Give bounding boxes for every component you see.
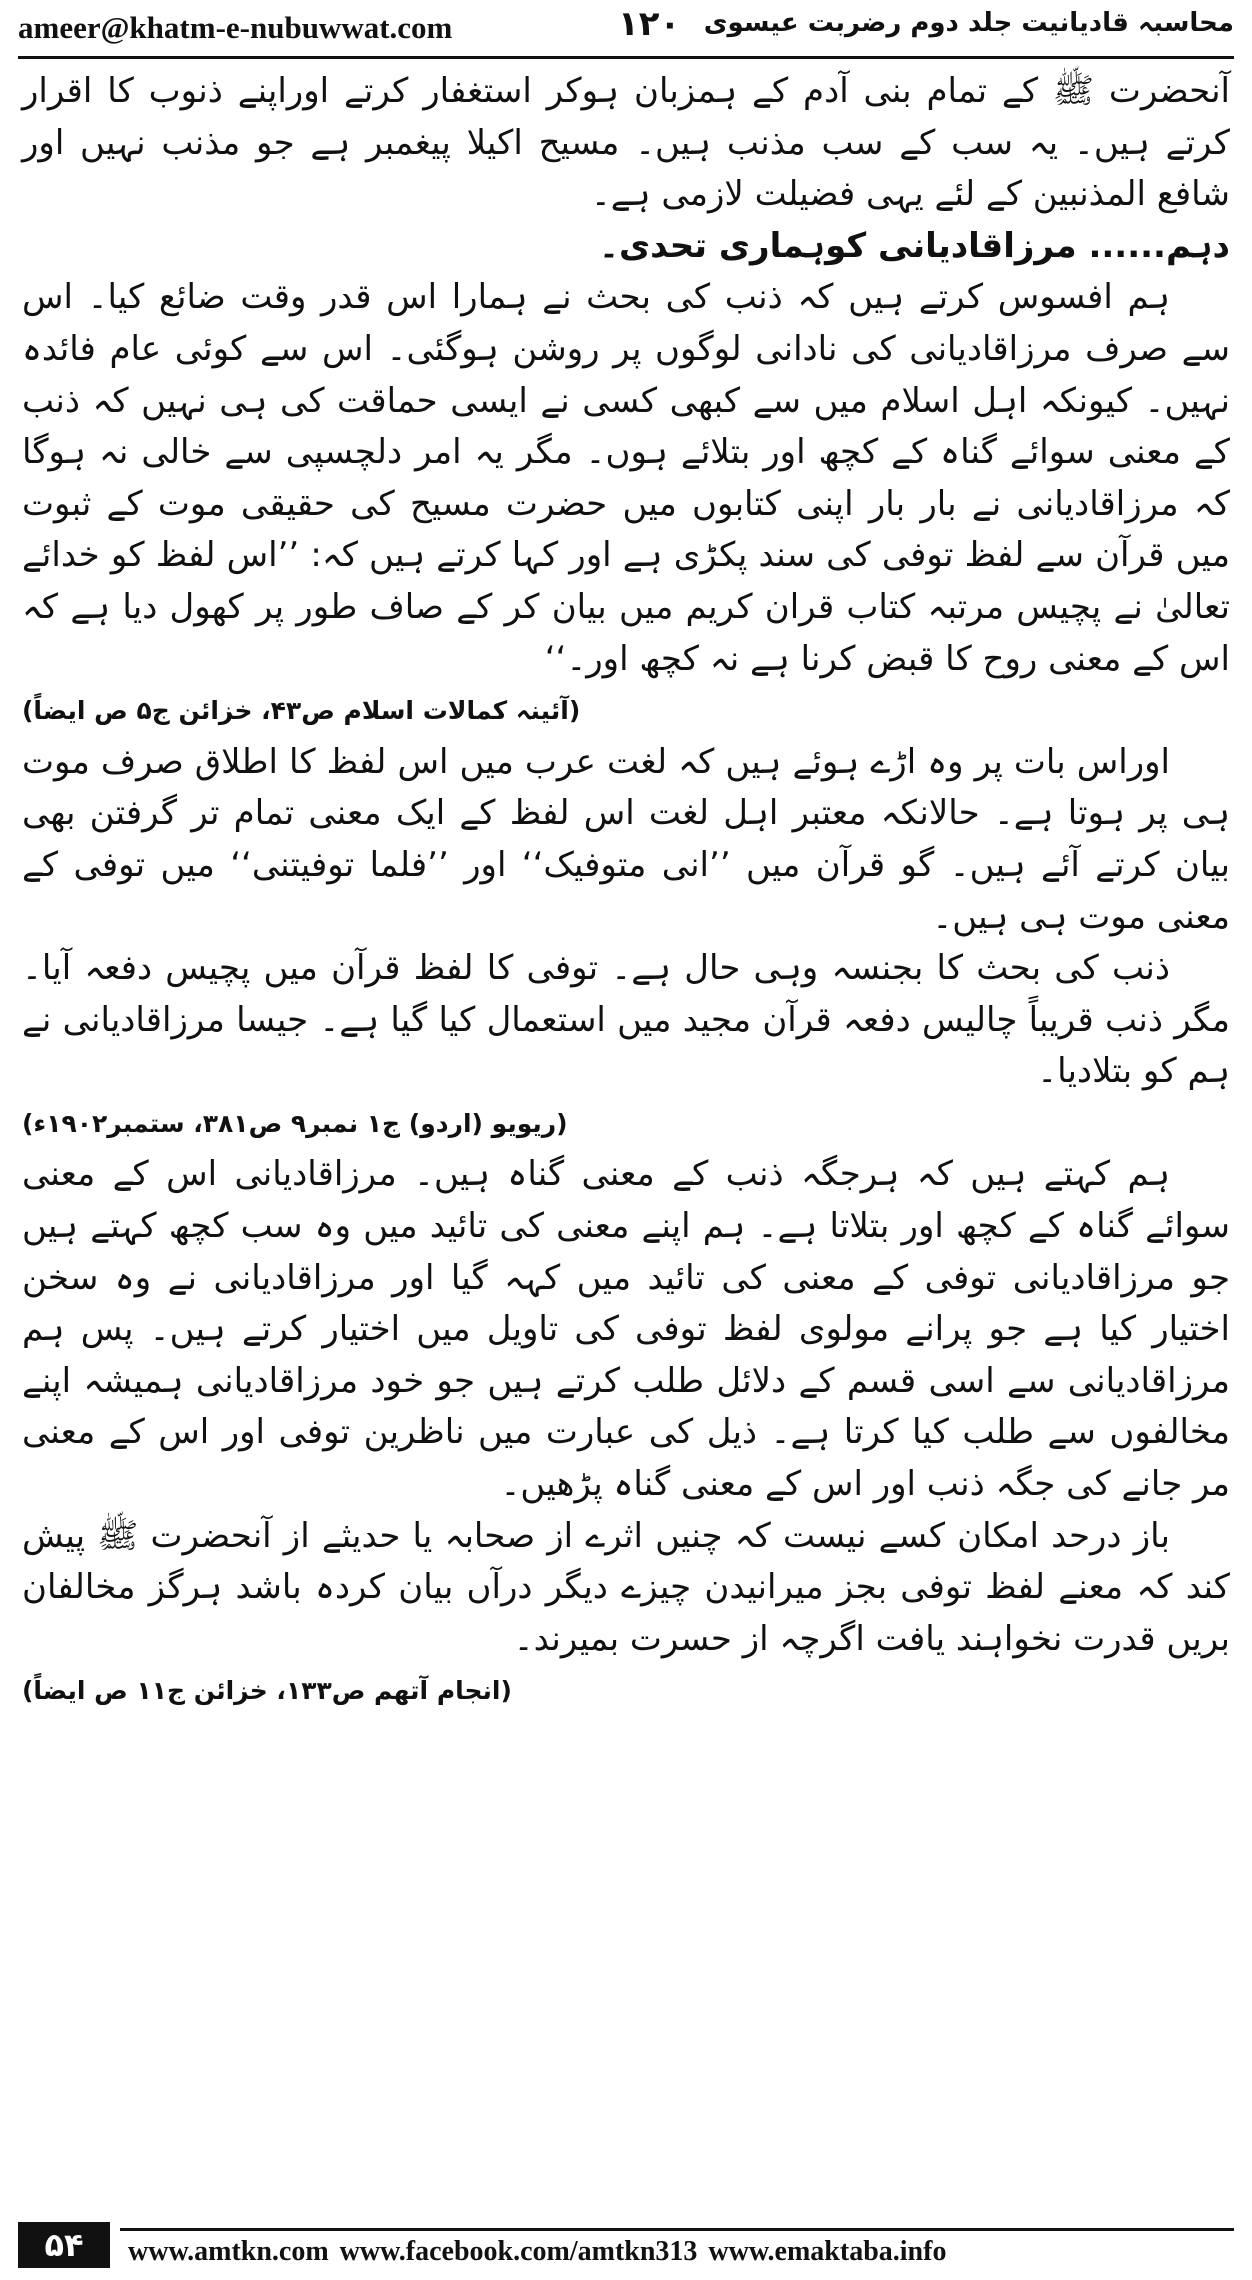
- paragraph-5: ہم کہتے ہیں کہ ہرجگہ ذنب کے معنی گناہ ہیں۔ مرزاقادیانی اس کے معنی سوائے گناہ کے کچھ اور بتلاتا ہے۔ ہم اپنے معنی کی تائید میں وہ سب کچھ کہتے ہیں جو مرزاقادیانی توفی کے معنی کی تائید میں کہہ گیا اور مرزاقادیانی نے وہ سخن اختیار کیا ہے جو پرانے مولوی لفظ توفی کی تاویل میں اختیار کرتے ہیں۔ پس ہم مرزاقادیانی سے اسی قسم کے دلائل طلب کرتے ہیں جو خود مرزاقادیانی ہمیشہ اپنے مخالفوں سے طلب کیا کرتا ہے۔ ذیل کی عبارت میں ناظرین توفی اور اس کے معنی مر جانے کی جگہ ذنب اور اس کے معنی گناہ پڑھیں۔: [22, 1154, 1230, 1505]
- footer-rule: [120, 2228, 1234, 2231]
- header-book-title: محاسبہ قادیانیت جلد دوم رضربت عیسوی: [703, 8, 1234, 38]
- persian-quote: باز درحد امکان کسے نیست کہ چنیں اثرے از صحابہ یا حدیثے از آنحضرت ﷺ پیش کند کہ معنے لفظ توفی بجز میرانیدن چیزے دیگر درآں بیان کردہ باشد ہرگز مخالفان بریں قدرت نخواہند یافت اگرچہ از حسرت بمیرند۔: [22, 1515, 1230, 1659]
- paragraph-2: ہم افسوس کرتے ہیں کہ ذنب کی بحث نے ہمارا اس قدر وقت ضائع کیا۔ اس سے صرف مرزاقادیانی کی نادانی لوگوں پر روشن ہوگئی۔ اس سے کوئی عام فائدہ نہیں۔ کیونکہ اہل اسلام میں سے کبھی کسی نے ایسی حماقت کی ہی نہیں کہ ذنب کے معنی سوائے گناہ کے کچھ اور بتلائے ہوں۔ مگر یہ امر دلچسپی سے خالی نہ ہوگا کہ مرزاقادیانی نے بار بار اپنی کتابوں میں حضرت مسیح کی حقیقی موت کے ثبوت میں قرآن سے لفظ توفی کی سند پکڑی ہے اور کہا کرتے ہیں کہ: ’’اس لفظ کو خدائے تعالیٰ نے پچیس مرتبہ کتاب قران کریم میں بیان کر کے صاف طور پر کھول دیا ہے کہ اس کے معنی روح کا قبض کرنا ہے نہ کچھ اور۔‘‘: [22, 277, 1230, 679]
- reference-1: (آئینہ کمالات اسلام ص۴۳، خزائن ج۵ ص ایضاً): [22, 696, 581, 726]
- paragraph-4: ذنب کی بحث کا بجنسہ وہی حال ہے۔ توفی کا لفظ قرآن میں پچیس دفعہ آیا۔ مگر ذنب قریباً چالیس دفعہ قرآن مجید میں استعمال کیا گیا ہے۔ جیسا مرزاقادیانی نے ہم کو بتلادیا۔: [22, 948, 1230, 1092]
- document-body: [22, 66, 1230, 1717]
- reference-3: (انجام آتھم ص۱۳۳، خزائن ج۱۱ ص ایضاً): [22, 1676, 512, 1706]
- footer-page-badge: ۵۴: [18, 2222, 110, 2268]
- header-rule: [18, 56, 1234, 59]
- paragraph-1: آنحضرت ﷺ کے تمام بنی آدم کے ہمزبان ہوکر استغفار کرتے اوراپنے ذنوب کا اقرار کرتے ہیں۔ یہ سب کے سب مذنب ہیں۔ مسیح اکیلا پیغمبر ہے جو مذنب نہیں اور شافع المذنبین کے لئے یہی فضیلت لازمی ہے۔: [22, 71, 1230, 215]
- page-header: [18, 4, 1234, 54]
- reference-2: (ریویو (اردو) ج۱ نمبر۹ ص۳۸۱، ستمبر۱۹۰۲ء): [22, 1108, 568, 1138]
- paragraph-3: اوراس بات پر وہ اڑے ہوئے ہیں کہ لغت عرب میں اس لفظ کا اطلاق صرف موت ہی پر ہوتا ہے۔ حالانکہ معتبر اہل لغت اس لفظ کے ایک معنی تمام تر گرفتن بھی بیان کرتے آئے ہیں۔ گو قرآن میں ’’انی متوفیک‘‘ اور ’’فلما توفیتنی‘‘ میں توفی کے معنی موت ہی ہیں۔: [22, 741, 1230, 937]
- section-heading: دہم...... مرزاقادیانی کوہماری تحدی۔: [599, 225, 1230, 266]
- footer-links: www.amtkn.com www.facebook.com/amtkn313 www.emaktaba.info: [128, 2236, 947, 2267]
- header-page-number: ۱۲۰: [618, 4, 681, 44]
- header-email: ameer@khatm-e-nubuwwat.com: [18, 10, 453, 45]
